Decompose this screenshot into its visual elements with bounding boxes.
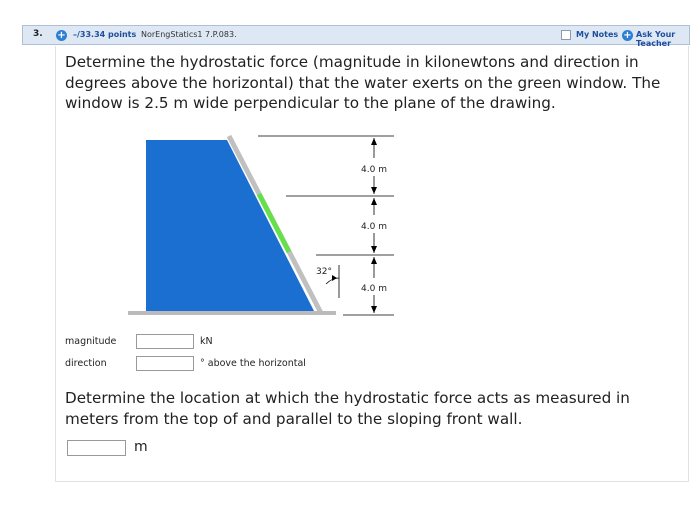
question-number: 3. — [33, 29, 43, 39]
angle-label: 32° — [316, 267, 332, 277]
location-input[interactable] — [67, 440, 126, 456]
angle-arrowhead — [332, 275, 337, 281]
direction-label: direction — [65, 358, 107, 369]
location-unit: m — [134, 439, 148, 455]
dam-figure — [118, 128, 398, 328]
question-source: NorEngStatics1 7.P.083. — [141, 30, 237, 39]
prompt-location: Determine the location at which the hydrostatic force acts as measured in meters from the top of and parallel to the sloping front wall. — [65, 389, 630, 428]
ask-teacher-plus-icon[interactable]: + — [623, 30, 632, 41]
magnitude-label: magnitude — [65, 336, 117, 347]
points-label: –/33.34 points — [73, 30, 137, 39]
water-region — [146, 140, 314, 311]
question-header — [22, 25, 690, 48]
dimension-label-bottom: 4.0 m — [361, 284, 387, 294]
prompt-force: Determine the hydrostatic force (magnitude in kilonewtons and direction in degrees above the horizontal) that the water exerts on the green window. The window is 2.5 m wide perpendicular to the plane of the drawing. — [65, 53, 661, 112]
direction-unit: ° above the horizontal — [200, 358, 306, 369]
magnitude-input[interactable] — [136, 334, 194, 349]
base-slab — [128, 311, 336, 315]
dimension-label-top: 4.0 m — [361, 165, 387, 175]
my-notes-link[interactable]: My Notes — [576, 30, 619, 39]
dimension-label-middle: 4.0 m — [361, 222, 387, 232]
my-notes-checkbox[interactable] — [561, 30, 571, 40]
magnitude-unit: kN — [200, 336, 213, 347]
ask-teacher-link[interactable]: Ask Your Teacher — [636, 30, 676, 48]
expand-plus-icon[interactable]: + — [57, 30, 66, 41]
direction-input[interactable] — [136, 356, 194, 371]
